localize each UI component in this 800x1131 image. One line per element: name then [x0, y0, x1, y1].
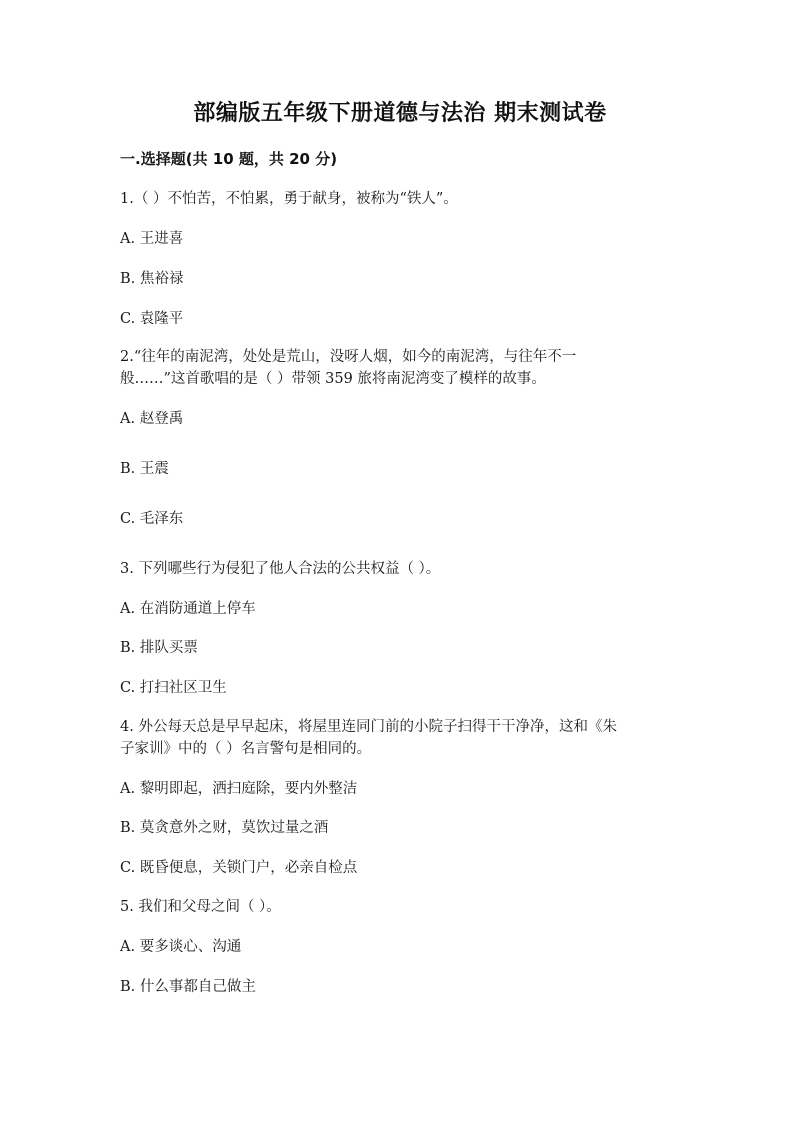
question-4-text-line-2: 子家训》中的（ ）名言警句是相同的。 — [120, 741, 372, 757]
question-1-text: 1.（ ）不怕苦，不怕累，勇于献身，被称为“铁人”。 — [120, 191, 458, 207]
question-3-text: 3. 下列哪些行为侵犯了他人合法的公共权益（ ）。 — [120, 561, 441, 577]
question-4-option-b: B. 莫贪意外之财，莫饮过量之酒 — [120, 820, 329, 836]
question-5-text: 5. 我们和父母之间（ ）。 — [120, 899, 281, 915]
question-1-option-a: A. 王进喜 — [120, 231, 184, 247]
section-heading: 一.选择题(共 10 题，共 20 分) — [120, 150, 338, 168]
question-5-option-b: B. 什么事都自己做主 — [120, 979, 256, 995]
question-4-text-line-1: 4. 外公每天总是早早起床，将屋里连同门前的小院子扫得干干净净，这和《朱 — [120, 719, 617, 735]
question-5-option-a: A. 要多谈心、沟通 — [120, 939, 242, 955]
question-2-text-line-1: 2.“往年的南泥湾，处处是荒山，没呀人烟，如今的南泥湾，与往年不一 — [120, 349, 577, 365]
question-3-option-a: A. 在消防通道上停车 — [120, 601, 256, 617]
question-3-option-b: B. 排队买票 — [120, 640, 198, 656]
question-2-text-line-2: 般……”这首歌唱的是（ ）带领 359 旅将南泥湾变了模样的故事。 — [120, 371, 546, 387]
question-3-option-c: C. 打扫社区卫生 — [120, 680, 227, 696]
question-4-option-a: A. 黎明即起，洒扫庭除，要内外整洁 — [120, 781, 358, 797]
question-2-option-c: C. 毛泽东 — [120, 511, 184, 527]
page-title: 部编版五年级下册道德与法治 期末测试卷 — [193, 101, 607, 126]
question-4-option-c: C. 既昏便息，关锁门户，必亲自检点 — [120, 860, 358, 876]
question-1-option-b: B. 焦裕禄 — [120, 271, 184, 287]
question-1-option-c: C. 袁隆平 — [120, 311, 184, 327]
question-2-option-a: A. 赵登禹 — [120, 411, 184, 427]
question-2-option-b: B. 王震 — [120, 461, 169, 477]
